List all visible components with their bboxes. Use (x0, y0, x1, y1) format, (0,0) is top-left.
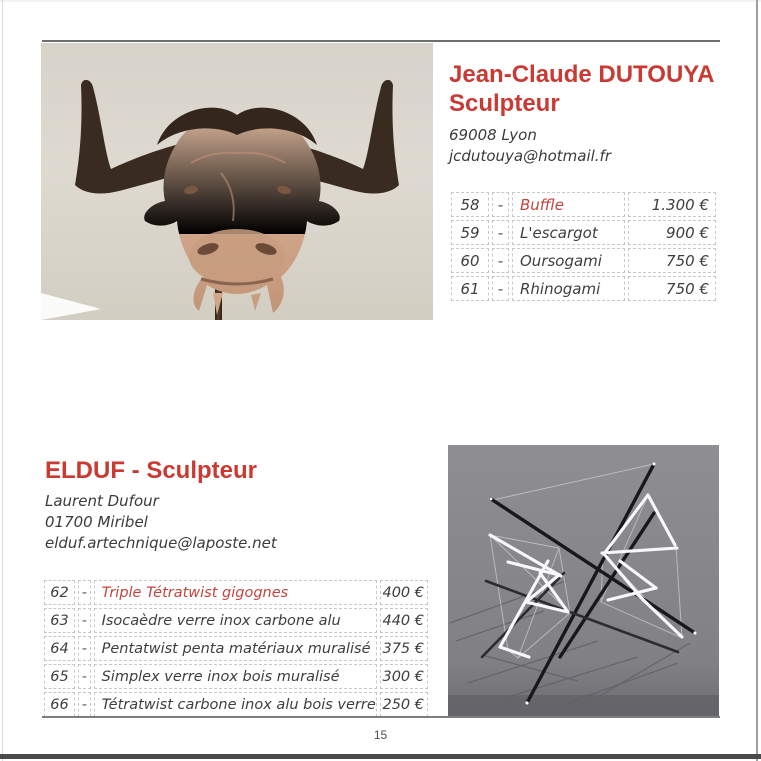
work-price: 375 € (380, 636, 428, 661)
work-title: Isocaèdre verre inox carbone alu (94, 608, 377, 633)
artist1-name: Jean-Claude DUTOUYA (449, 61, 715, 88)
work-row (44, 692, 428, 717)
artist2-city: 01700 Miribel (45, 513, 148, 532)
bottom-rule (42, 716, 720, 718)
work-number: 62 (44, 580, 75, 605)
work-separator: - (492, 220, 509, 245)
work-separator: - (492, 248, 509, 273)
artist1-subtitle: Sculpteur (449, 90, 560, 118)
work-price: 250 € (380, 692, 428, 717)
artist1-email: jcdutouya@hotmail.fr (449, 146, 611, 165)
page-number: 15 (373, 728, 388, 742)
work-separator: - (78, 692, 91, 717)
artist2-name: ELDUF - Sculpteur (45, 457, 258, 484)
work-row (451, 192, 716, 217)
work-title: Pentatwist penta matériaux muralisé (94, 636, 377, 661)
artist2-works-table (41, 577, 431, 720)
work-number: 58 (451, 192, 489, 217)
work-price: 750 € (628, 276, 716, 301)
artist1-header (449, 60, 739, 167)
artist1-works-table (448, 189, 719, 304)
work-number: 59 (451, 220, 489, 245)
page-border-bottom (0, 754, 761, 759)
work-price: 400 € (380, 580, 428, 605)
work-separator: - (492, 192, 509, 217)
top-rule (42, 40, 720, 42)
work-row (451, 276, 716, 301)
artist1-city: 69008 Lyon (449, 125, 537, 144)
work-title: Rhinogami (512, 276, 625, 301)
work-number: 65 (44, 664, 75, 689)
rod-sculpture-image (448, 445, 719, 717)
work-separator: - (78, 664, 91, 689)
work-row (44, 580, 428, 605)
page-border-right (756, 0, 758, 761)
work-title: L'escargot (512, 220, 625, 245)
work-separator: - (492, 276, 509, 301)
work-title: Triple Tétratwist gigognes (94, 580, 377, 605)
page-border-top (0, 0, 761, 2)
work-separator: - (78, 608, 91, 633)
work-price: 1.300 € (628, 192, 716, 217)
work-separator: - (78, 636, 91, 661)
buffalo-sculpture-photo (41, 43, 433, 320)
work-price: 440 € (380, 608, 428, 633)
artist1-contact (449, 125, 739, 167)
page-border-left (2, 0, 3, 761)
work-number: 66 (44, 692, 75, 717)
work-title: Simplex verre inox bois muralisé (94, 664, 377, 689)
work-price: 300 € (380, 664, 428, 689)
work-number: 63 (44, 608, 75, 633)
buffalo-sculpture-image (41, 43, 433, 320)
work-separator: - (78, 580, 91, 605)
work-row (44, 664, 428, 689)
work-row (44, 636, 428, 661)
rod-sculpture-photo (448, 445, 719, 717)
work-title: Oursogami (512, 248, 625, 273)
artist2-email: elduf.artechnique@laposte.net (45, 534, 277, 553)
work-row (44, 608, 428, 633)
artist2-contact (45, 491, 425, 554)
work-row (451, 220, 716, 245)
work-title: Buffle (512, 192, 625, 217)
artist2-person: Laurent Dufour (45, 492, 159, 511)
work-price: 900 € (628, 220, 716, 245)
work-number: 61 (451, 276, 489, 301)
work-price: 750 € (628, 248, 716, 273)
artist2-header (45, 456, 425, 554)
work-number: 60 (451, 248, 489, 273)
work-number: 64 (44, 636, 75, 661)
work-row (451, 248, 716, 273)
work-title: Tétratwist carbone inox alu bois verre (94, 692, 377, 717)
